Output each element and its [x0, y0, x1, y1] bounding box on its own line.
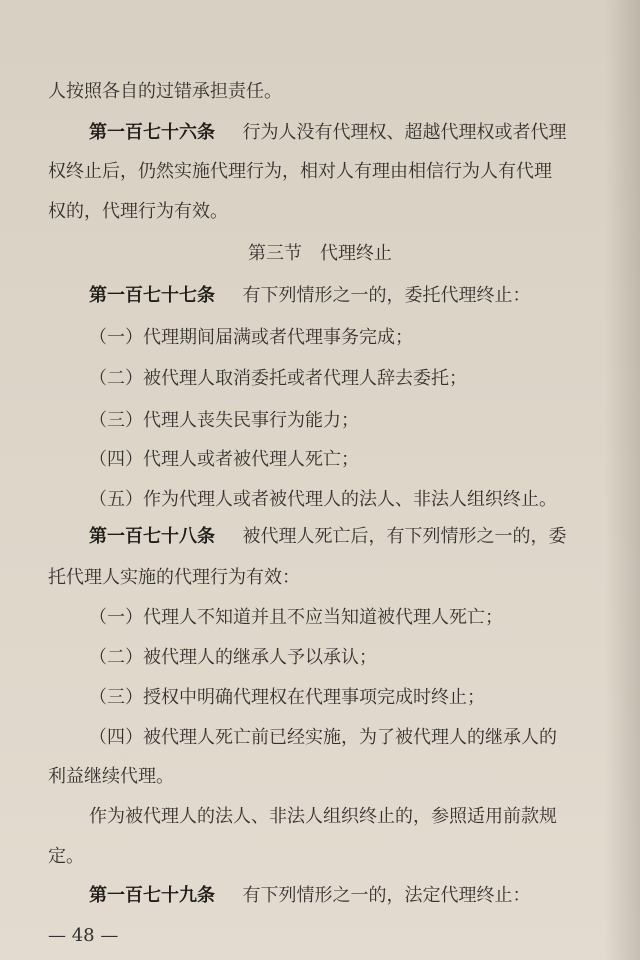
- paragraph-line: [48, 566, 300, 590]
- list-item-text: （四）代理人或者被代理人死亡；: [89, 449, 359, 470]
- line-text: 人按照各自的过错承担责任。: [48, 81, 282, 102]
- list-item-line: [89, 367, 467, 391]
- line-text: 定。: [48, 846, 84, 867]
- line-text: 作为被代理人的法人、非法人组织终止的，参照适用前款规: [89, 806, 557, 827]
- list-item-text: （一）代理期间届满或者代理事务完成；: [89, 327, 413, 348]
- list-item-text: （五）作为代理人或者被代理人的法人、非法人组织终止。: [89, 489, 557, 510]
- article-178-label: 第一百七十八条: [89, 526, 215, 547]
- paragraph-line: [48, 845, 84, 869]
- article-176-label: 第一百七十六条: [89, 122, 215, 143]
- section-heading-text: 第三节 代理终止: [248, 243, 392, 264]
- paragraph-line: [48, 80, 282, 104]
- page-number-text: — 48 —: [48, 925, 119, 946]
- article-179-text: 有下列情形之一的，法定代理终止：: [242, 885, 531, 906]
- page-edge-shadow: [604, 0, 640, 960]
- list-item-text: （二）被代理人的继承人予以承认；: [89, 647, 377, 668]
- section-heading: [0, 242, 640, 266]
- paragraph-line: [89, 805, 557, 829]
- article-176-heading-line: [89, 121, 566, 145]
- line-text: 托代理人实施的代理行为有效：: [48, 567, 300, 588]
- article-177-text: 有下列情形之一的，委托代理终止：: [242, 285, 531, 306]
- paragraph-line: [48, 765, 174, 789]
- list-item-line: [89, 726, 557, 750]
- article-178-text: 被代理人死亡后，有下列情形之一的，委: [242, 526, 567, 547]
- article-176-text: 行为人没有代理权、超越代理权或者代理: [242, 122, 567, 143]
- list-item-line: [89, 488, 557, 512]
- article-177-label: 第一百七十七条: [89, 285, 215, 306]
- list-item-line: [89, 448, 359, 472]
- list-item-line: [89, 409, 359, 433]
- paragraph-line: [48, 200, 228, 224]
- article-177-heading-line: [89, 284, 530, 308]
- list-item-line: [89, 646, 377, 670]
- paragraph-line: [48, 160, 552, 184]
- list-item-text: （一）代理人不知道并且不应当知道被代理人死亡；: [89, 607, 503, 628]
- list-item-line: [89, 686, 485, 710]
- page-number: [48, 924, 118, 948]
- article-179-label: 第一百七十九条: [89, 885, 215, 906]
- list-item-text: （四）被代理人死亡前已经实施，为了被代理人的继承人的: [89, 727, 557, 748]
- article-178-heading-line: [89, 525, 566, 549]
- list-item-text: （二）被代理人取消委托或者代理人辞去委托；: [89, 368, 467, 389]
- line-text: 权的，代理行为有效。: [48, 201, 228, 222]
- list-item-line: [89, 606, 503, 630]
- list-item-line: [89, 326, 413, 350]
- article-179-heading-line: [89, 884, 530, 908]
- line-text: 利益继续代理。: [48, 766, 174, 787]
- list-item-text: （三）授权中明确代理权在代理事项完成时终止；: [89, 687, 485, 708]
- list-item-text: （三）代理人丧失民事行为能力；: [89, 410, 359, 431]
- line-text: 权终止后，仍然实施代理行为，相对人有理由相信行为人有代理: [48, 161, 552, 182]
